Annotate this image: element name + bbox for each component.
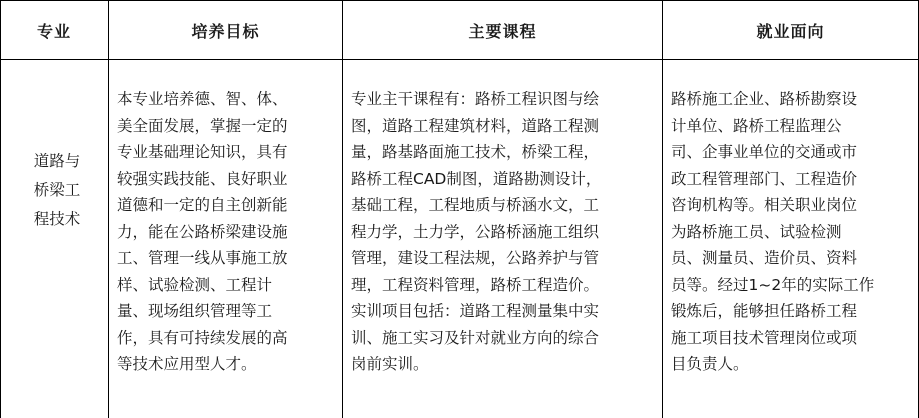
courses-cell bbox=[351, 86, 601, 378]
courses-line: 专业主干课程有：路桥工程识图与绘 bbox=[351, 90, 600, 108]
courses-line: 路桥工程CAD制图，道路勘测设计， bbox=[351, 169, 602, 188]
goal-line: 等技术应用型人才。 bbox=[117, 355, 257, 373]
goal-line: 样、试验检测、工程计 bbox=[117, 275, 273, 294]
column-divider-3 bbox=[662, 0, 663, 418]
employment-cell bbox=[671, 86, 874, 378]
header-major: 专业 bbox=[36, 21, 71, 41]
goal-cell bbox=[117, 86, 288, 378]
employment-line: 路桥施工企业、路桥勘察设 bbox=[671, 90, 858, 108]
goal-line: 作，具有可持续发展的高 bbox=[117, 328, 288, 347]
courses-line: 训、施工实习及针对就业方向的综合 bbox=[351, 328, 600, 347]
table-border-left bbox=[0, 0, 1, 418]
employment-line: 政工程管理部门、工程造价 bbox=[671, 169, 858, 188]
goal-line: 较强实践技能、良好职业 bbox=[117, 169, 288, 188]
courses-line: 量，路基路面施工技术，桥梁工程， bbox=[351, 143, 600, 161]
employment-line: 锻炼后，能够担任路桥工程 bbox=[671, 302, 858, 320]
employment-line: 计单位、路桥工程监理公 bbox=[671, 116, 842, 135]
employment-line: 目负责人。 bbox=[671, 355, 749, 373]
goal-line: 工、管理一线从事施工放 bbox=[117, 249, 288, 267]
employment-line: 为路桥施工员、试验检测 bbox=[671, 222, 842, 241]
column-divider-1 bbox=[108, 0, 109, 418]
major-line: 程技术 bbox=[33, 210, 81, 228]
goal-line: 专业基础理论知识，具有 bbox=[117, 143, 288, 161]
courses-line: 岗前实训。 bbox=[351, 355, 429, 373]
courses-line: 管理，建设工程法规，公路养护与管 bbox=[351, 249, 600, 267]
header-employment: 就业面向 bbox=[756, 21, 825, 41]
courses-line: 理，工程资料管理，路桥工程造价。 bbox=[351, 275, 600, 294]
employment-line: 施工项目技术管理岗位或项 bbox=[671, 328, 858, 347]
header-courses: 主要课程 bbox=[468, 21, 537, 41]
goal-line: 道德和一定的自主创新能 bbox=[117, 196, 288, 214]
goal-line: 力，能在公路桥梁建设施 bbox=[117, 222, 288, 241]
courses-line: 程力学，土力学，公路桥涵施工组织 bbox=[351, 222, 600, 241]
major-line: 桥梁工 bbox=[33, 181, 81, 199]
goal-line: 量、现场组织管理等工 bbox=[117, 302, 273, 320]
goal-line: 美全面发展，掌握一定的 bbox=[117, 116, 288, 135]
employment-line: 咨询机构等。相关职业岗位 bbox=[671, 196, 858, 214]
employment-line: 司、企事业单位的交通或市 bbox=[671, 143, 858, 161]
employment-line: 员等。经过1~2年的实际工作 bbox=[671, 275, 875, 294]
column-divider-2 bbox=[342, 0, 343, 418]
header-goal: 培养目标 bbox=[191, 21, 260, 41]
major-cell bbox=[18, 147, 96, 234]
goal-line: 本专业培养德、智、体、 bbox=[117, 90, 288, 108]
employment-line: 员、测量员、造价员、资料 bbox=[671, 249, 858, 267]
courses-line: 基础工程，工程地质与桥涵水文，工 bbox=[351, 196, 600, 214]
major-line: 道路与 bbox=[33, 152, 81, 170]
courses-line: 实训项目包括：道路工程测量集中实 bbox=[351, 302, 600, 320]
courses-line: 图，道路工程建筑材料，道路工程测 bbox=[351, 116, 600, 135]
